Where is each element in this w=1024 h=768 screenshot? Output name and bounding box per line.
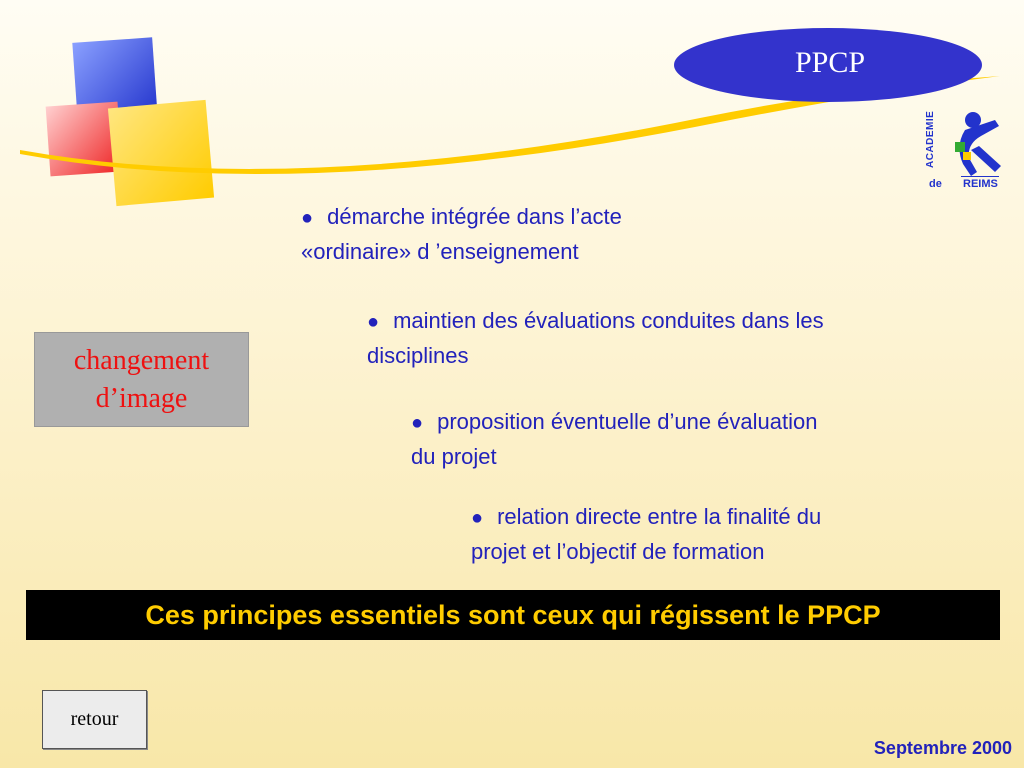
bullet-text-line: du projet [411,444,497,469]
changement-image-box[interactable] [34,332,249,427]
bullet-item-3 [411,405,971,474]
principles-banner [26,590,1000,640]
page-title: PPCP [794,46,866,79]
academie-reims-logo [925,106,1005,192]
logo-academie-text: ACADEMIE [925,110,936,168]
logo-divider [961,176,999,177]
bullet-text-line: projet et l’objectif de formation [471,539,765,564]
bullet-icon: ● [471,507,484,529]
runner-icon [925,106,1005,178]
bullet-icon: ● [367,311,380,333]
retour-button[interactable]: retour [42,690,147,749]
bullet-item-2 [367,304,987,373]
logo-de-text: de [929,178,942,190]
banner-text: Ces principes essentiels sont ceux qui régissent le PPCP [145,599,881,630]
bullet-text-line: disciplines [367,343,469,368]
bullet-text-line: relation directe entre la finalité du [497,504,822,529]
bullet-text-line: démarche intégrée dans l’acte [327,204,622,229]
bullet-text-line: maintien des évaluations conduites dans les [393,308,824,333]
bullet-icon: ● [411,412,424,434]
box-text-line-2: d’image [95,382,188,414]
bullet-icon: ● [301,207,314,229]
bullet-text-line: proposition éventuelle d’une évaluation [437,409,818,434]
box-text-line-1: changement [73,344,210,376]
bullet-text-line: «ordinaire» d ’enseignement [301,239,579,264]
footer-date: Septembre 2000 [873,738,1012,758]
bullet-item-4 [471,500,971,569]
title-oval [674,28,982,102]
logo-reims-text: REIMS [963,178,998,190]
bullet-item-1 [301,200,741,269]
